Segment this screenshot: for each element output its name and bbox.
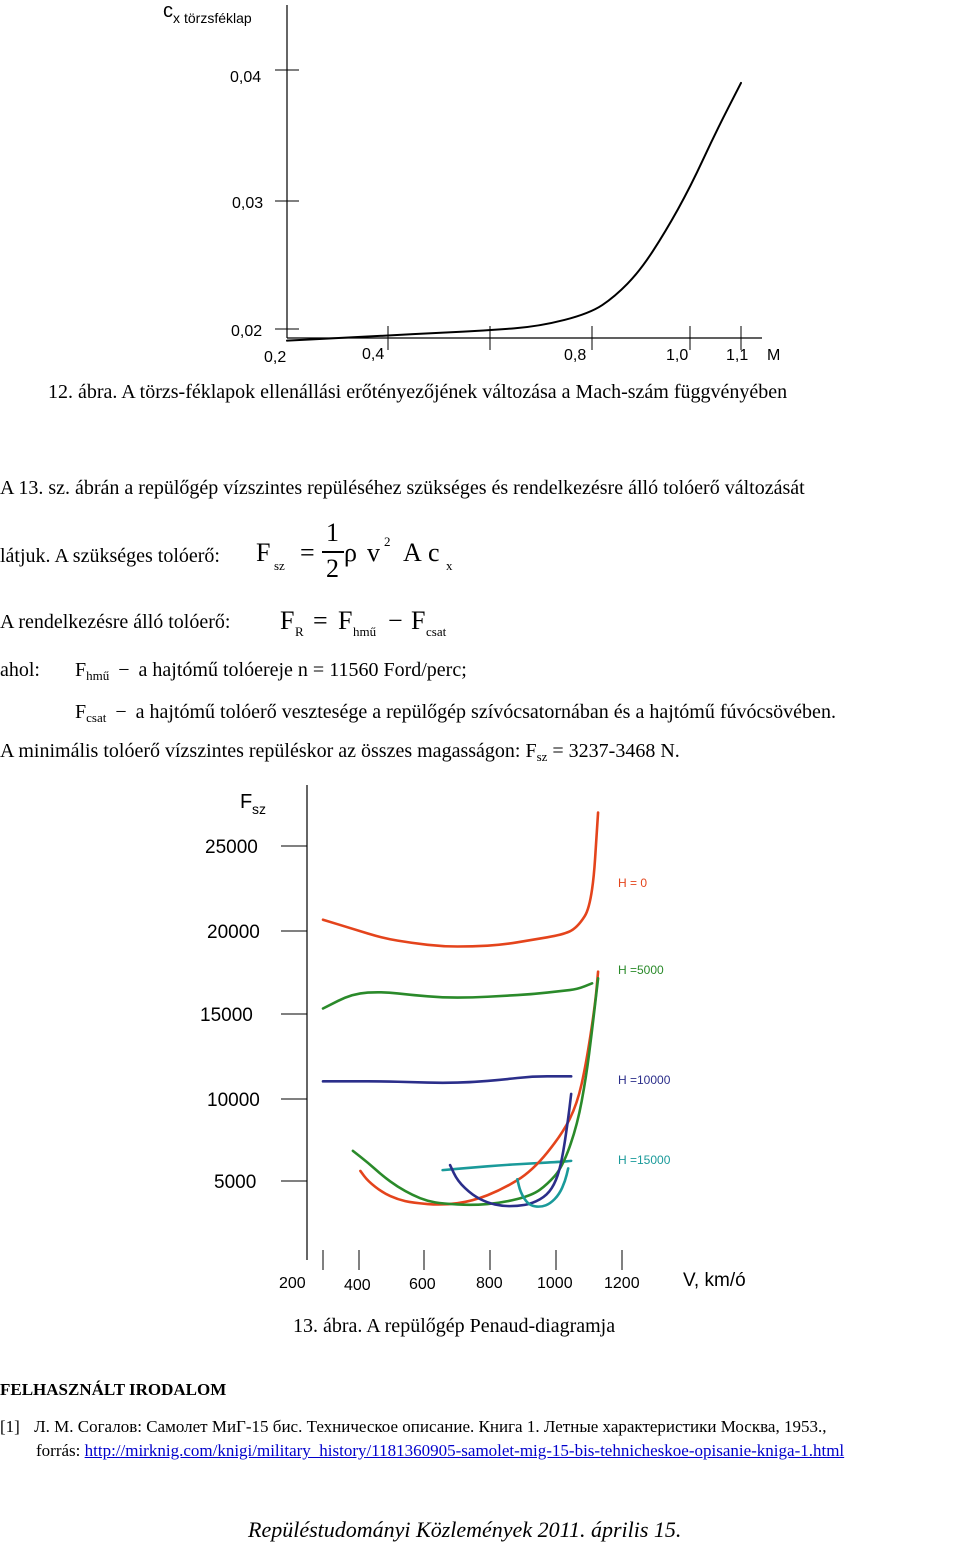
eq1-fraction-bar <box>322 551 344 553</box>
equation-fsz <box>256 518 476 590</box>
fig12-xtick-label-3: 1,0 <box>666 347 689 364</box>
paragraph-intro: A 13. sz. ábrán a repülőgép vízszintes repüléséhez szükséges és rendelkezésre álló tolóerő változását <box>0 477 805 499</box>
fig12-chart <box>0 0 960 380</box>
fig12-series-group <box>287 83 741 341</box>
fig13-series-line-2 <box>323 1076 571 1082</box>
definition-fhmu <box>75 659 467 682</box>
eq1-F-sub: sz <box>274 558 285 573</box>
fig12-ytick-label-2: 0,02 <box>231 323 263 340</box>
latjuk-text: látjuk. A szükséges tolóerő: <box>0 545 220 567</box>
fig13-series-line-1 <box>323 983 592 1008</box>
eq2-Fhmu: F <box>338 606 353 635</box>
fig13-ytick-label-4: 5000 <box>214 1172 257 1193</box>
fig13-xtick-label-3: 800 <box>476 1275 503 1292</box>
definition-fcsat <box>75 701 836 724</box>
fig13-xtick-label-1: 400 <box>344 1277 371 1294</box>
eq2-FR: F <box>280 606 295 635</box>
def-fcsat-sub: csat <box>86 710 107 725</box>
fig12-xtick-label-0: 0,2 <box>264 349 287 366</box>
fig13-xtick-label-5: 1200 <box>604 1275 640 1292</box>
reference-1-source-label: forrás: <box>36 1441 81 1460</box>
eq1-numerator: 1 <box>326 518 339 547</box>
fig13-xtick-label-4: 1000 <box>537 1275 573 1292</box>
eq1-F: F <box>256 538 271 567</box>
eq1-c: c <box>428 538 440 567</box>
eq1-denominator: 2 <box>326 554 339 583</box>
fig13-ytick-label-2: 15000 <box>200 1005 253 1026</box>
fig12-x-axis-label: M <box>767 347 781 364</box>
eq1-c-sub: x <box>446 558 453 573</box>
def-fcsat-dash: − <box>115 701 127 723</box>
eq1-rho: ρ <box>344 538 357 567</box>
reference-1-number: [1] <box>0 1417 20 1436</box>
minimal-thrust-text <box>0 740 680 763</box>
eq2-Fhmu-sub: hmű <box>353 624 377 639</box>
eq1-v: v <box>367 538 380 567</box>
fig13-series-line-3 <box>443 1161 572 1170</box>
def-fhmu-dash: − <box>118 659 130 681</box>
reference-1-text: Л. М. Согалов: Самолет МиГ-15 бис. Техническое описание. Книга 1. Летные характеристики Москва, 1953., <box>34 1417 827 1436</box>
minimal-post: = 3237-3468 N. <box>547 740 680 762</box>
fig13-legend-h10000: H =10000 <box>618 1073 671 1087</box>
eq2-Fcsat: F <box>411 606 426 635</box>
ahol-label: ahol: <box>0 659 40 681</box>
fig13-ytick-label-1: 20000 <box>207 922 260 943</box>
fig13-ytick-label-3: 10000 <box>207 1090 260 1111</box>
fig12-ylabel-sub: x <box>173 10 180 26</box>
references-heading: FELHASZNÁLT IRODALOM <box>0 1380 227 1399</box>
fig13-series-line-0 <box>323 813 598 947</box>
fig12-ytick-label-0: 0,04 <box>230 69 262 86</box>
fig12-xtick-label-2: 0,8 <box>564 347 587 364</box>
eq2-minus: − <box>388 606 403 635</box>
fig13-ylabel-sub: sz <box>252 801 266 817</box>
reference-1-link[interactable]: http://mirknig.com/knigi/military_history/1181360905-samolet-mig-15-bis-tehnicheskoe-opisanie-kniga-1.html <box>84 1441 845 1460</box>
fig13-xtick-label-2: 600 <box>409 1276 436 1293</box>
eq2-equals: = <box>313 606 328 635</box>
eq2-Fcsat-sub: csat <box>426 624 447 639</box>
rendelkezesre-text: A rendelkezésre álló tolóerő: <box>0 611 231 633</box>
fig12-ytick-label-1: 0,03 <box>232 195 264 212</box>
fig13-caption: 13. ábra. A repülőgép Penaud-diagramja <box>293 1315 616 1337</box>
def-fcsat-text: a hajtómű tolóerő vesztesége a repülőgép szívócsatornában és a hajtómű fúvócsövében. <box>135 701 836 723</box>
fig13-x-axis-label: V, km/ó <box>683 1270 746 1291</box>
fig13-xtick-label-0: 200 <box>279 1275 306 1292</box>
def-fhmu-text: a hajtómű tolóereje n = 11560 Ford/perc; <box>138 659 467 681</box>
fig12-ylabel-c: c <box>163 0 173 22</box>
reference-1-source <box>36 1441 844 1461</box>
def-fcsat-F: F <box>75 701 87 723</box>
eq1-A: A <box>403 538 422 567</box>
minimal-sub: sz <box>536 749 548 764</box>
fig13-legend-h0: H = 0 <box>618 876 648 890</box>
fig12-caption: 12. ábra. A törzs-féklapok ellenállási erőtényezőjének változása a Mach-szám függvényében <box>48 381 788 403</box>
fig13-legend-h15000: H =15000 <box>618 1153 671 1167</box>
fig13-ylabel-F: F <box>240 791 253 813</box>
eq1-v-sup: 2 <box>384 534 391 549</box>
fig12-xtick-label-1: 0,4 <box>362 346 385 363</box>
minimal-pre: A minimális tolóerő vízszintes repüléskor az összes magasságon: F <box>0 740 537 762</box>
def-fhmu-sub: hmű <box>86 668 110 683</box>
fig13-chart <box>0 780 960 1300</box>
fig12-ylabel-rest: törzsféklap <box>184 10 252 26</box>
fig13-series-line-5 <box>353 978 598 1204</box>
fig12-series-line-0 <box>287 83 741 341</box>
fig13-series-line-6 <box>450 1094 571 1206</box>
page-footer: Repüléstudományi Közlemények 2011. április 15. <box>248 1517 682 1542</box>
fig12-xtick-label-4: 1,1 <box>726 347 749 364</box>
eq1-equals: = <box>300 538 315 567</box>
def-fhmu-F: F <box>75 659 87 681</box>
reference-1 <box>0 1417 826 1437</box>
equation-fr <box>280 602 480 642</box>
fig13-ytick-label-0: 25000 <box>205 837 258 858</box>
eq2-FR-sub: R <box>295 624 304 639</box>
fig13-series-line-4 <box>360 972 598 1205</box>
fig13-series-group <box>323 813 598 1207</box>
fig13-legend-h5000: H =5000 <box>618 963 664 977</box>
